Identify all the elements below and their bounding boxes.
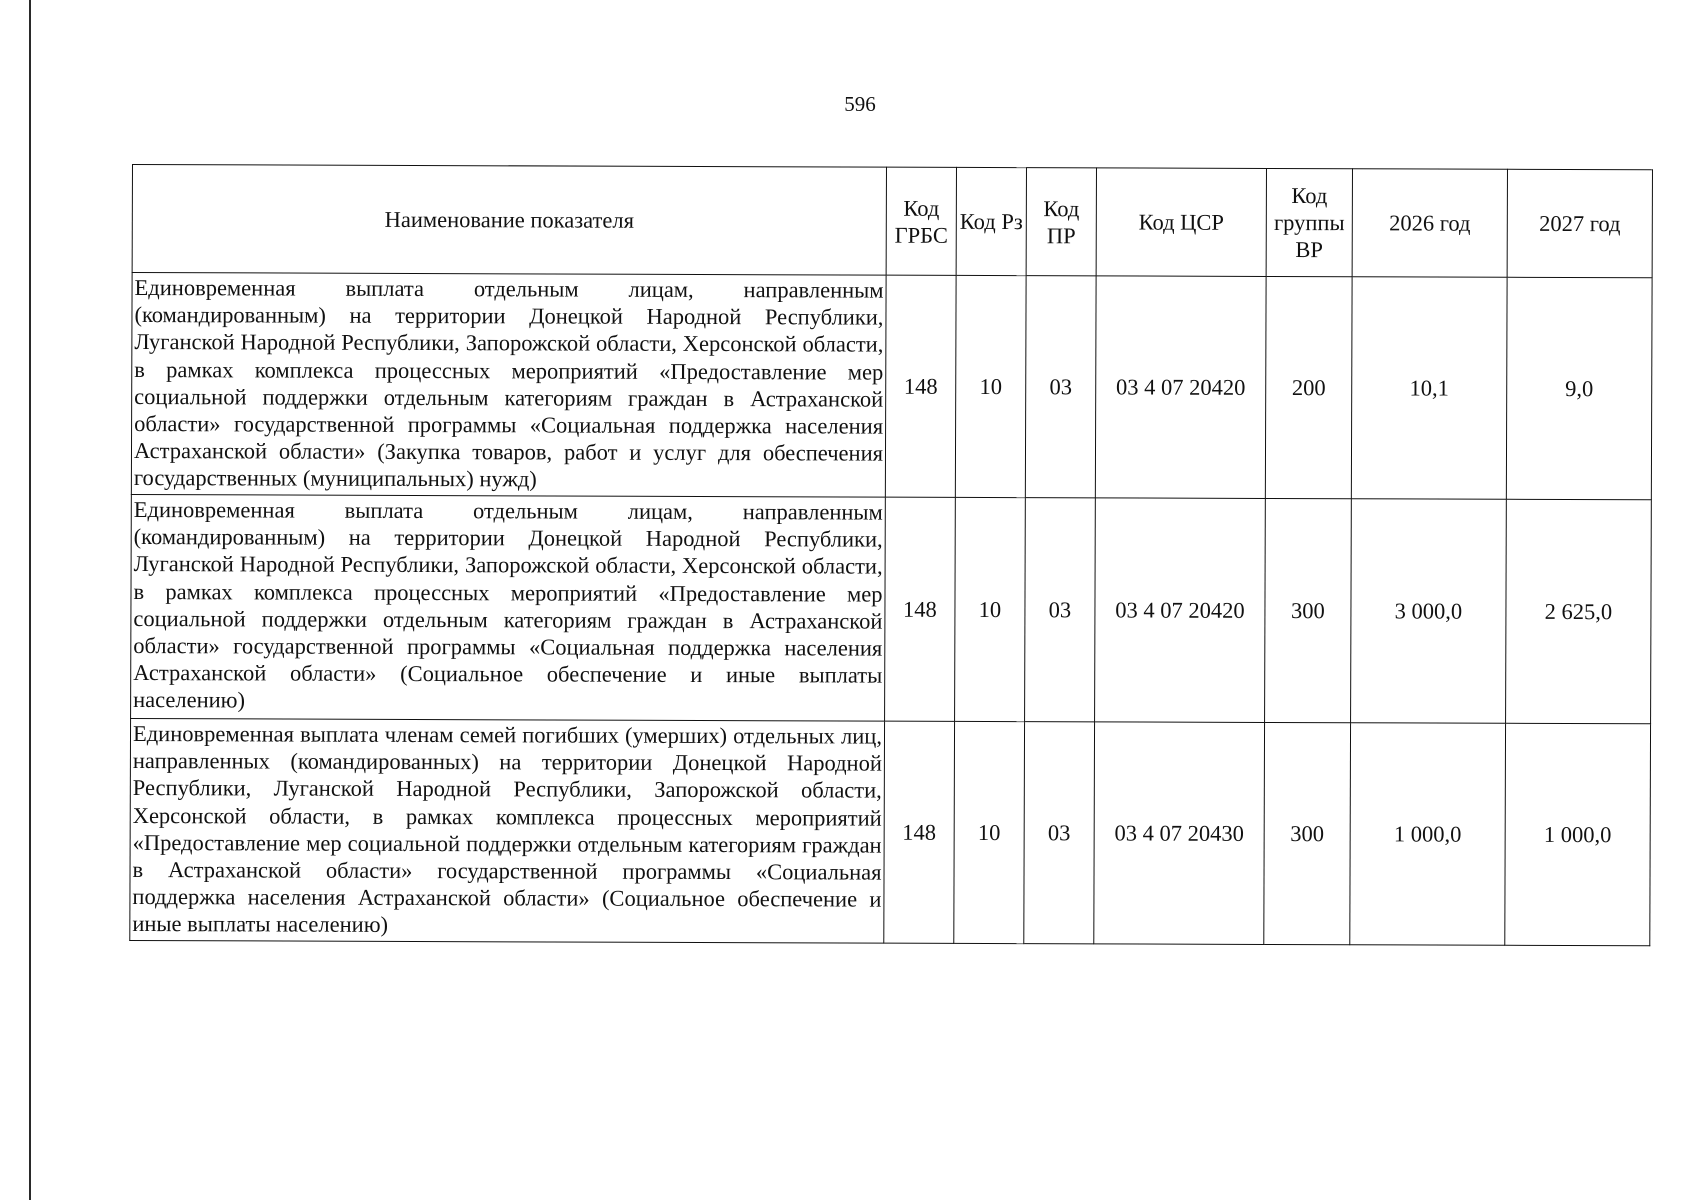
row-pr: 03 <box>1025 498 1096 722</box>
row-2027: 1 000,0 <box>1505 723 1651 946</box>
header-rz: Код Рз <box>956 167 1026 275</box>
header-2027: 2027 год <box>1507 169 1652 278</box>
table-header-row <box>132 165 1652 278</box>
row-rz: 10 <box>954 721 1025 943</box>
header-vr: Код группы ВР <box>1266 168 1352 276</box>
row-rz: 10 <box>955 275 1026 497</box>
row-2026: 3 000,0 <box>1351 499 1507 724</box>
row-name: Единовременная выплата отдельным лицам, направленным (командированным) на территории Донецкой Народной Республики, Луганской Народной Республики, Запорожской области, Херсонской области, в рамках комплекса процессных мероприятий «Предоставление мер социальной поддержки отдельным категориям граждан в Астраханской области» государственной программы «Социальная поддержка населения Астраханской области» (Социальное обеспечение и иные выплаты населению) <box>131 494 886 721</box>
row-2026: 1 000,0 <box>1350 723 1506 946</box>
row-name: Единовременная выплата членам семей погибших (умерших) отдельных лиц, направленных (командированных) на территории Донецкой Народной Республики, Луганской Народной Республики, Запорожской области, Херсонской области, в рамках комплекса процессных мероприятий «Предоставление мер социальной поддержки отдельным категориям граждан в Астраханской области» государственной программы «Социальная поддержка населения Астраханской области» (Социальное обеспечение и иные выплаты населению) <box>130 718 885 943</box>
page-number: 596 <box>844 92 876 116</box>
row-pr: 03 <box>1024 722 1095 944</box>
row-vr: 300 <box>1265 498 1352 722</box>
budget-table <box>129 164 1653 946</box>
row-csr: 03 4 07 20420 <box>1095 498 1266 723</box>
row-2026: 10,1 <box>1351 277 1507 500</box>
header-grbs: Код ГРБС <box>886 167 956 275</box>
header-name: Наименование показателя <box>132 165 886 276</box>
header-2026: 2026 год <box>1352 169 1507 278</box>
row-2027: 9,0 <box>1506 277 1652 500</box>
row-csr: 03 4 07 20430 <box>1094 722 1265 945</box>
row-rz: 10 <box>955 497 1026 721</box>
row-vr: 200 <box>1265 276 1352 498</box>
table-row <box>131 273 1652 500</box>
table-row <box>131 494 1652 723</box>
binding-margin-line <box>29 0 31 1200</box>
row-vr: 300 <box>1264 722 1351 944</box>
row-grbs: 148 <box>885 275 956 497</box>
row-pr: 03 <box>1025 276 1096 498</box>
table-row <box>130 718 1651 945</box>
row-2027: 2 625,0 <box>1506 499 1652 724</box>
row-csr: 03 4 07 20420 <box>1095 276 1266 499</box>
row-grbs: 148 <box>884 721 955 943</box>
header-pr: Код ПР <box>1026 168 1096 276</box>
row-grbs: 148 <box>885 497 956 721</box>
header-csr: Код ЦСР <box>1096 168 1266 277</box>
row-name: Единовременная выплата отдельным лицам, направленным (командированным) на территории Донецкой Народной Республики, Луганской Народной Республики, Запорожской области, Херсонской области, в рамках комплекса процессных мероприятий «Предоставление мер социальной поддержки отдельным категориям граждан в Астраханской области» государственной программы «Социальная поддержка населения Астраханской области» (Закупка товаров, работ и услуг для обеспечения государственных (муниципальных) нужд) <box>131 273 886 498</box>
